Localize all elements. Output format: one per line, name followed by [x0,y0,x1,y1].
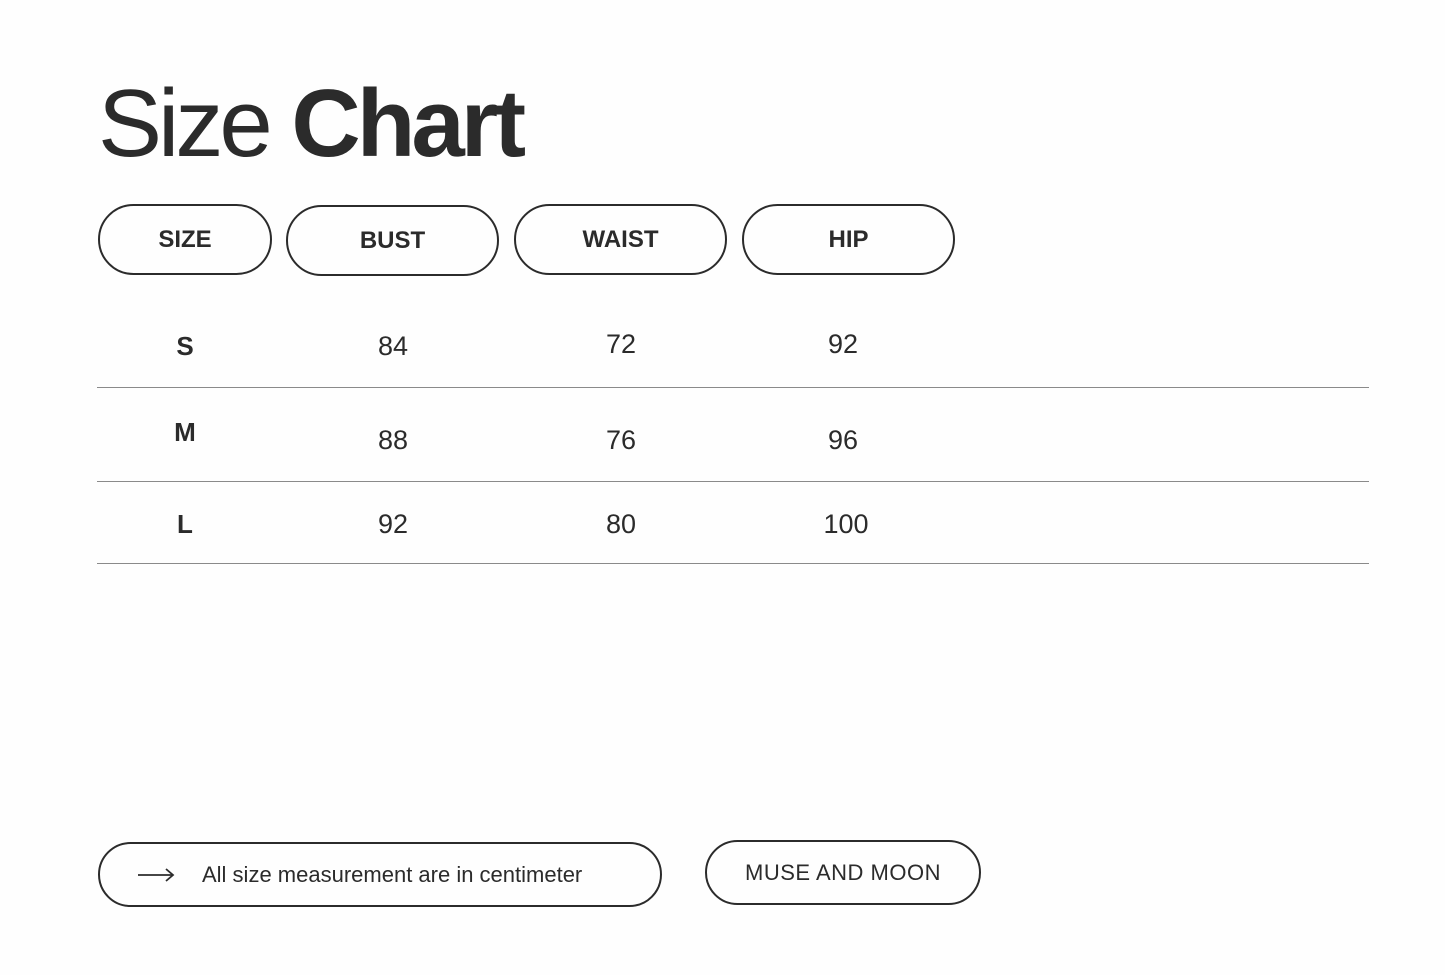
page-title [98,64,522,184]
row-divider [97,563,1369,564]
row-s-size: S [176,331,194,361]
header-waist-pill: WAIST [514,204,727,275]
row-l-hip: 100 [823,509,869,539]
row-s-bust: 84 [377,331,409,361]
measurement-note [98,842,662,907]
row-m-waist: 76 [605,425,637,455]
row-l-bust: 92 [377,509,409,539]
row-m-hip: 96 [827,425,859,455]
row-s-hip: 92 [827,329,859,359]
measurement-note-text: All size measurement are in centimeter [202,861,583,887]
row-s-waist: 72 [605,329,637,359]
arrow-right-icon [138,867,176,883]
row-m-size: M [174,417,196,447]
header-hip-pill: HIP [742,204,955,275]
header-bust-pill: BUST [286,205,499,276]
row-divider [97,387,1369,388]
row-divider [97,481,1369,482]
brand-label: MUSE AND MOON [705,840,981,905]
title-light-word: Size [98,70,269,177]
row-m-bust: 88 [377,425,409,455]
row-l-size: L [177,509,193,539]
row-l-waist: 80 [605,509,637,539]
header-size-pill: SIZE [98,204,272,275]
title-bold-word: Chart [291,70,523,177]
